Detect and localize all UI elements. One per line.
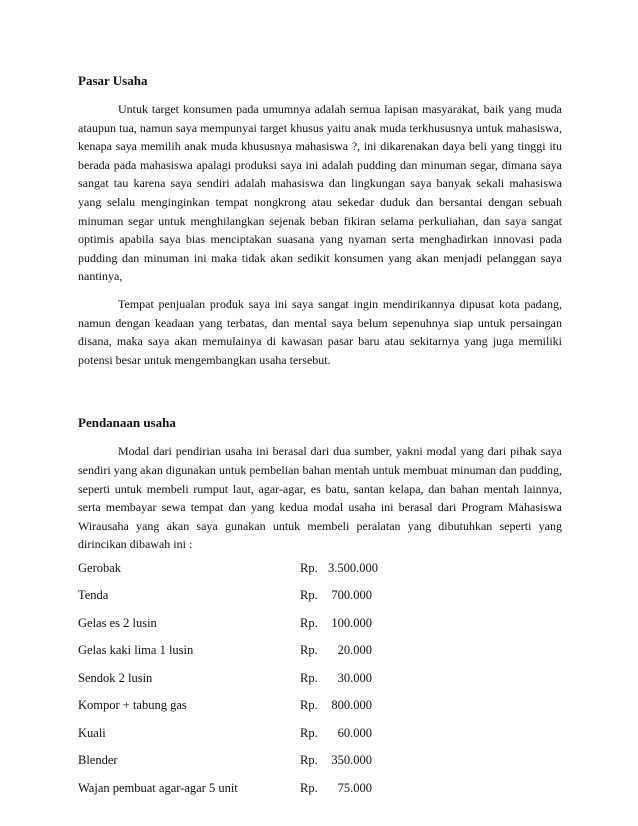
cost-list (78, 561, 562, 809)
cost-item-name: Kompor + tabung gas (78, 698, 187, 713)
cost-currency: Rp. (300, 753, 318, 768)
cost-row (78, 616, 562, 644)
cost-row (78, 671, 562, 699)
cost-amount: 3.500.000 (328, 560, 378, 575)
cost-currency: Rp. (300, 698, 318, 713)
cost-currency: Rp. (300, 643, 318, 658)
cost-currency: Rp. (300, 615, 318, 630)
paragraph-target-konsumen: Untuk target konsumen pada umumnya adalah semua lapisan masyarakat, baik yang muda ataupun tua, namun saya mempunyai target khusus yaitu anak muda terkhususnya untuk mahasiswa, kenapa saya memilih anak muda khususnya mahasiswa ?, ini dikarenakan daya beli yang tinggi itu berada pada mahasiswa apalagi produksi saya ini adalah pudding dan minuman segar, dimana saya sangat tau karena saya sendiri adalah mahasiswa dan lingkungan saya banyak sekali mahasiswa yang selalu menginginkan tempat nongkrong atau sekedar duduk dan bersantai dengan sebuah minuman segar untuk menghilangkan sejenak beban fikiran selama perkuliahan, dan saya sangat optimis apabila saya bias menciptakan suasana yang nyaman serta menghadirkan innovasi pada pudding dan minuman ini maka tidak akan sedikit konsumen yang akan menjadi pelanggan saya nantinya, (78, 102, 562, 284)
cost-currency: Rp. (300, 588, 318, 603)
paragraph-modal: Modal dari pendirian usaha ini berasal dari dua sumber, yakni modal yang dari pihak saya sendiri yang akan digunakan untuk pembelian bahan mentah untuk membuat minuman dan pudding, seperti untuk membeli rumput laut, agar-agar, es batu, santan kelapa, dan bahan mentah lainnya, serta membayar sewa tempat dan yang kedua modal usaha ini berasal dari Program Mahasiswa Wirausaha yang akan saya gunakan untuk membeli peralatan yang dibutuhkan seperti yang dirincikan dibawah ini : (78, 444, 562, 552)
cost-amount: 350.000 (331, 753, 372, 768)
cost-row (78, 781, 562, 809)
cost-amount: 800.000 (331, 698, 372, 713)
cost-row (78, 753, 562, 781)
cost-item-name: Gelas es 2 lusin (78, 615, 157, 630)
cost-amount: 60.000 (337, 725, 372, 740)
cost-item-name: Wajan pembuat agar-agar 5 unit (78, 780, 238, 795)
cost-currency: Rp. (300, 725, 318, 740)
cost-item-name: Gelas kaki lima 1 lusin (78, 643, 194, 658)
cost-item-name: Sendok 2 lusin (78, 670, 153, 685)
document-page (78, 73, 562, 808)
cost-row (78, 588, 562, 616)
cost-item-name: Blender (78, 753, 118, 768)
cost-currency: Rp. (300, 560, 318, 575)
cost-row (78, 643, 562, 671)
cost-item-name: Gerobak (78, 560, 122, 575)
paragraph-tempat-penjualan: Tempat penjualan produk saya ini saya sangat ingin mendirikannya dipusat kota padang, namun dengan keadaan yang terbatas, dan mental saya belum sepenuhnya siap untuk persaingan disana, maka saya akan memulainya di kawasan pasar baru atau sekitarnya yang juga memiliki potensi besar untuk mengembangkan usaha tersebut. (78, 296, 562, 367)
cost-row (78, 698, 562, 726)
cost-row (78, 726, 562, 754)
cost-amount: 75.000 (337, 780, 372, 795)
cost-amount: 30.000 (337, 670, 372, 685)
cost-item-name: Kuali (78, 725, 106, 740)
cost-currency: Rp. (300, 780, 318, 795)
cost-row (78, 561, 562, 589)
cost-amount: 700.000 (331, 588, 372, 603)
cost-amount: 100.000 (331, 615, 372, 630)
cost-amount: 20.000 (337, 643, 372, 658)
cost-currency: Rp. (300, 670, 318, 685)
section-heading-pendanaan-usaha: Pendanaan usaha (78, 415, 176, 431)
section-heading-pasar-usaha: Pasar Usaha (78, 73, 148, 88)
cost-item-name: Tenda (78, 588, 109, 603)
